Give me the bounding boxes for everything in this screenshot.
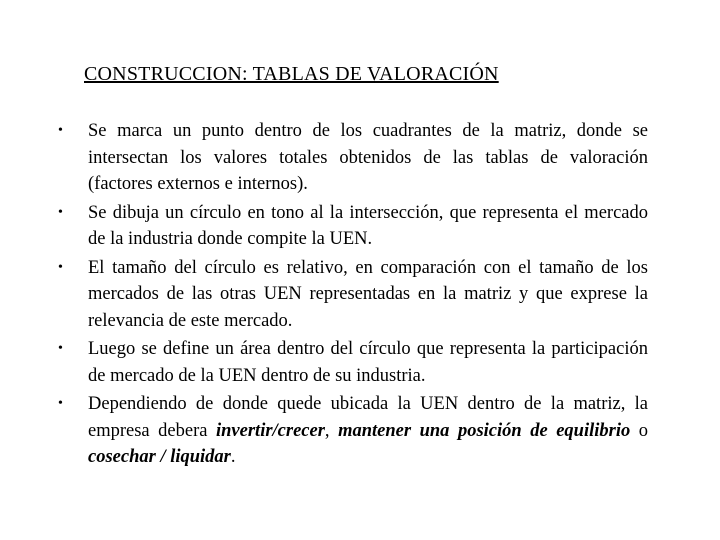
bullet-item [56, 391, 648, 471]
bullet-text: Se dibuja un círculo en tono al la intersección, que representa el mercado de la industria donde compite la UEN. [88, 202, 648, 249]
emphasis-invertir: invertir/crecer [216, 420, 325, 441]
bullet-text: Luego se define un área dentro del círculo que representa la participación de mercado de la UEN dentro de su industria. [88, 339, 648, 386]
bullet-text [88, 394, 648, 467]
slide-title: CONSTRUCCION: TABLAS DE VALORACIÓN [84, 63, 499, 85]
bullet-text-part: Dependiendo de donde quede ubicada la UEN dentro de la matriz, la empresa debera [88, 394, 648, 441]
bullet-text: Se marca un punto dentro de los cuadrantes de la matriz, donde se intersectan los valores totales obtenidos de las tablas de valoración (factores externos e internos). [88, 121, 648, 194]
bullet-icon: • [58, 396, 63, 411]
bullet-text: El tamaño del círculo es relativo, en comparación con el tamaño de los mercados de las otras UEN representadas en la matriz y que exprese la relevancia de este mercado. [88, 257, 648, 331]
bullet-icon: • [58, 123, 63, 138]
bullet-text-part: , [324, 420, 339, 441]
bullet-item [56, 200, 648, 253]
bullet-item [56, 118, 648, 198]
bullet-item [56, 336, 648, 389]
bullet-icon: • [58, 341, 63, 356]
bullet-icon: • [58, 259, 63, 275]
emphasis-cosechar: cosechar / liquidar [88, 447, 231, 467]
emphasis-mantener: mantener una posición de equilibrio [338, 420, 631, 441]
bullet-icon: • [58, 204, 63, 220]
bullet-item [56, 255, 648, 335]
bullet-text-part: . [230, 447, 236, 467]
bullet-text-part: o [630, 420, 648, 441]
bullet-list [56, 118, 648, 473]
